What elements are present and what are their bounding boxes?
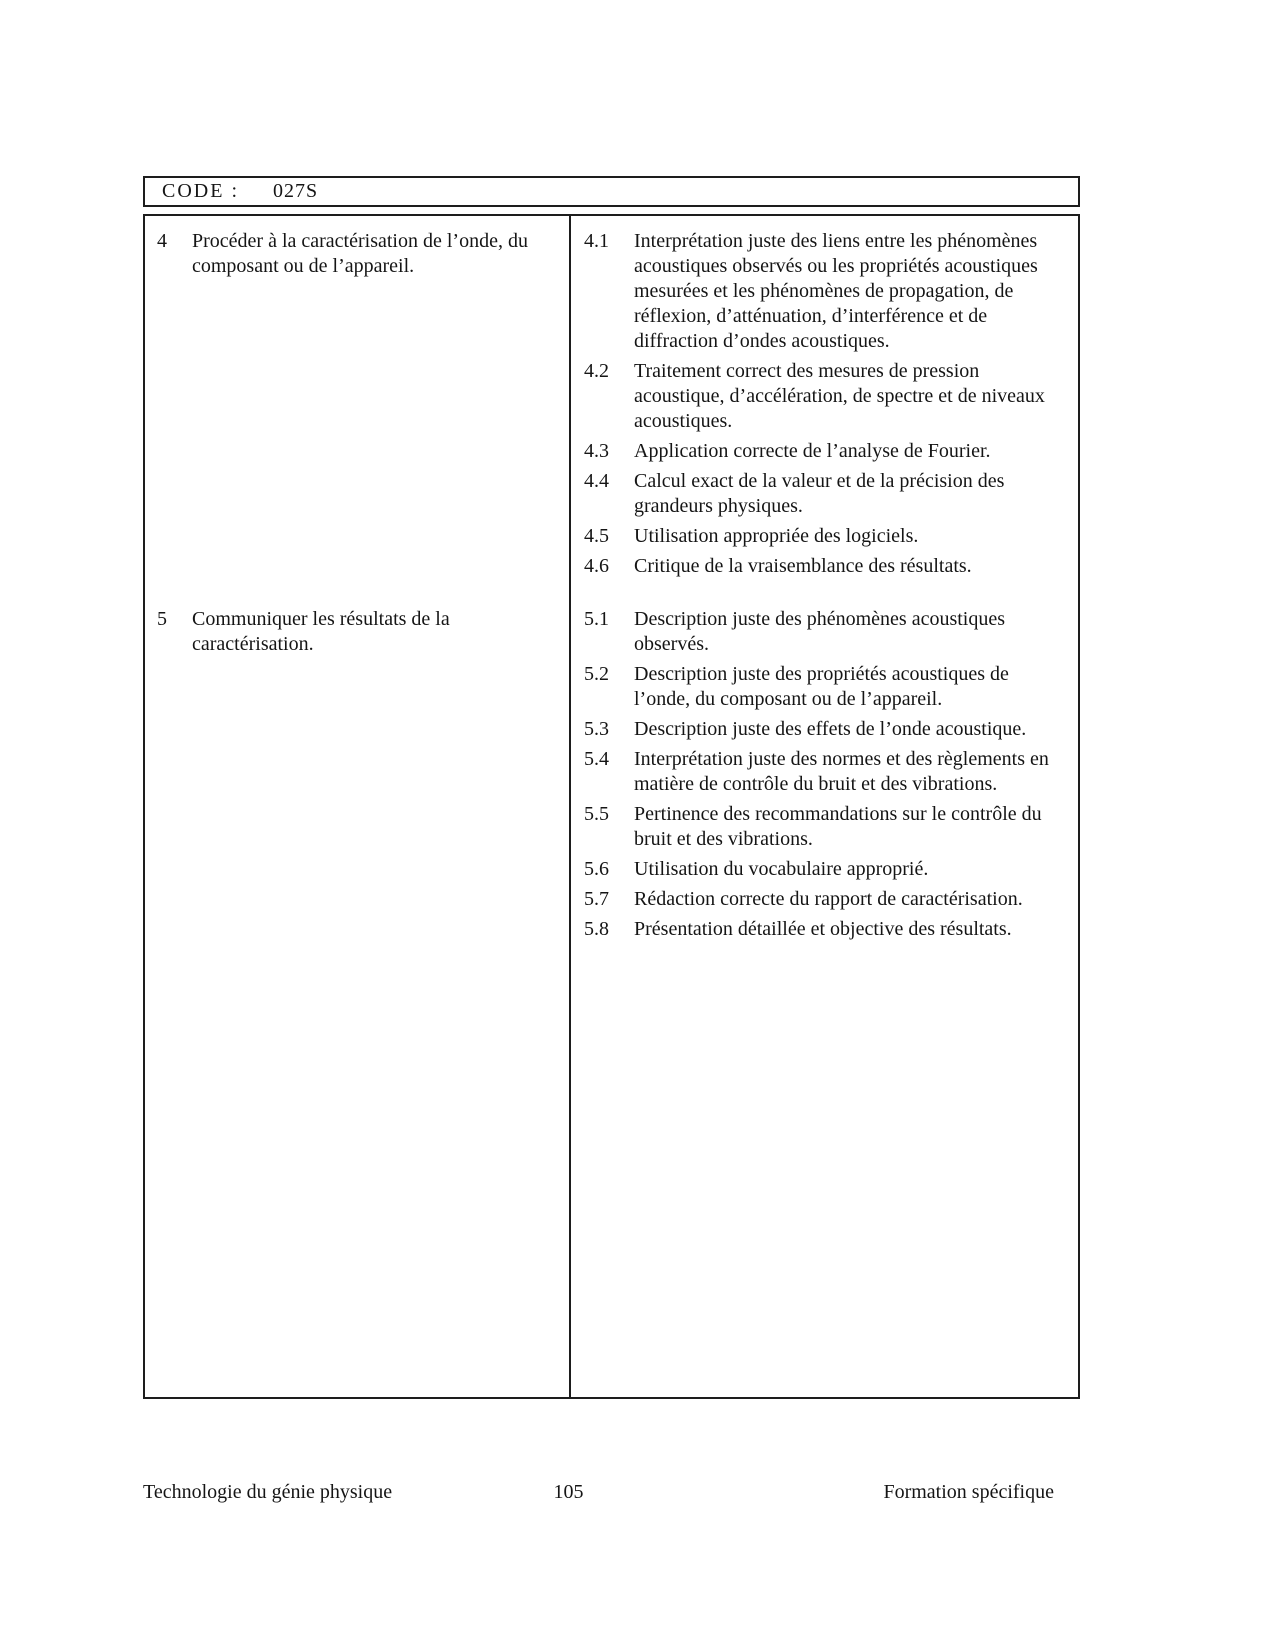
- objective-cell: [145, 216, 571, 584]
- code-header-box: [143, 176, 1080, 207]
- page-content: [143, 176, 1080, 1399]
- criterion-number: 4.6: [584, 555, 609, 577]
- objective-text: Communiquer les résultats de la caractérisation.: [192, 608, 450, 655]
- objective-5: [157, 607, 553, 657]
- criterion-number: 4.4: [584, 470, 609, 492]
- criterion-number: 5.8: [584, 918, 609, 940]
- objective-cell-empty: [145, 947, 571, 1397]
- criterion-text: Pertinence des recommandations sur le contrôle du bruit et des vibrations.: [634, 803, 1042, 850]
- criterion-text: Présentation détaillée et objective des résultats.: [634, 918, 1012, 940]
- criteria-cell: [571, 584, 1078, 947]
- criteria-cell-empty: [571, 947, 1078, 1397]
- criterion-4-6: [584, 554, 1068, 579]
- criterion-number: 5.1: [584, 608, 609, 630]
- page-footer: [143, 1481, 1080, 1504]
- criterion-text: Description juste des phénomènes acoustiques observés.: [634, 608, 1006, 655]
- criterion-number: 4.5: [584, 525, 609, 547]
- criterion-5-8: [584, 917, 1068, 942]
- criterion-text: Interprétation juste des liens entre les phénomènes acoustiques observés ou les propriétés acoustiques mesurées et les phénomènes de propagation, de réflexion, d’atténuation, d’interférence et de diffraction d’ondes acoustiques.: [634, 230, 1038, 352]
- criterion-5-4: [584, 747, 1068, 797]
- table-filler-row: [145, 947, 1078, 1397]
- criterion-number: 4.3: [584, 440, 609, 462]
- objectives-criteria-table: [143, 214, 1080, 1399]
- table-row: [145, 584, 1078, 947]
- footer-section-label: Formation spécifique: [883, 1481, 1054, 1503]
- criterion-text: Description juste des propriétés acoustiques de l’onde, du composant ou de l’appareil.: [634, 663, 1009, 710]
- criterion-4-3: [584, 439, 1068, 464]
- criterion-text: Traitement correct des mesures de pression acoustique, d’accélération, de spectre et de niveaux acoustiques.: [634, 360, 1045, 432]
- criterion-5-1: [584, 607, 1068, 657]
- objective-4: [157, 229, 553, 279]
- criterion-number: 5.4: [584, 748, 609, 770]
- criterion-5-3: [584, 717, 1068, 742]
- criterion-text: Interprétation juste des normes et des règlements en matière de contrôle du bruit et des vibrations.: [634, 748, 1049, 795]
- criterion-number: 5.6: [584, 858, 609, 880]
- footer-page-number: 105: [553, 1481, 584, 1503]
- criterion-text: Calcul exact de la valeur et de la précision des grandeurs physiques.: [634, 470, 1005, 517]
- criteria-cell: [571, 216, 1078, 584]
- criterion-4-4: [584, 469, 1068, 519]
- criterion-number: 5.3: [584, 718, 609, 740]
- criterion-5-2: [584, 662, 1068, 712]
- objective-text: Procéder à la caractérisation de l’onde, du composant ou de l’appareil.: [192, 230, 528, 277]
- criterion-4-2: [584, 359, 1068, 434]
- criterion-text: Description juste des effets de l’onde acoustique.: [634, 718, 1027, 740]
- objective-number: 4: [157, 230, 167, 252]
- objective-cell: [145, 584, 571, 947]
- code-label: CODE :: [162, 180, 239, 202]
- criterion-number: 4.2: [584, 360, 609, 382]
- criterion-number: 5.2: [584, 663, 609, 685]
- criterion-number: 5.7: [584, 888, 609, 910]
- criterion-5-5: [584, 802, 1068, 852]
- objective-number: 5: [157, 608, 167, 630]
- criterion-text: Utilisation appropriée des logiciels.: [634, 525, 919, 547]
- criterion-5-6: [584, 857, 1068, 882]
- criterion-number: 5.5: [584, 803, 609, 825]
- criterion-4-5: [584, 524, 1068, 549]
- table-row: [145, 216, 1078, 584]
- criterion-text: Application correcte de l’analyse de Fourier.: [634, 440, 991, 462]
- criterion-5-7: [584, 887, 1068, 912]
- footer-document-title: Technologie du génie physique: [143, 1481, 393, 1503]
- criterion-text: Critique de la vraisemblance des résultats.: [634, 555, 972, 577]
- code-value: 027S: [273, 180, 319, 202]
- criterion-text: Rédaction correcte du rapport de caractérisation.: [634, 888, 1023, 910]
- criterion-number: 4.1: [584, 230, 609, 252]
- criterion-text: Utilisation du vocabulaire approprié.: [634, 858, 929, 880]
- criterion-4-1: [584, 229, 1068, 354]
